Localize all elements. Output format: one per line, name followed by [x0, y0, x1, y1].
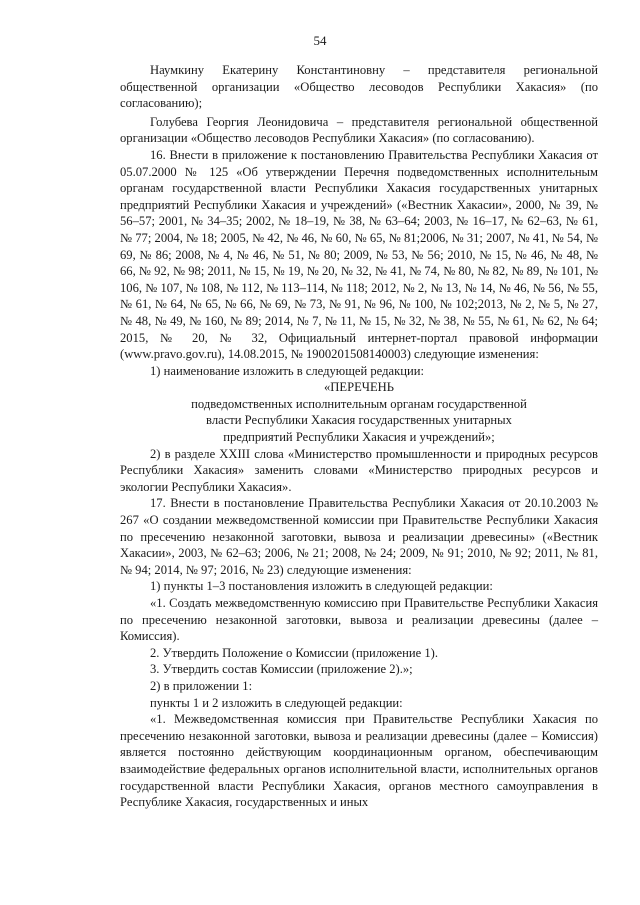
- document-body: [120, 62, 598, 811]
- paragraph-item-17: 17. Внести в постановление Правительства Республики Хакасия от 20.10.2003 № 267 «О создании межведомственной комиссии при Правительстве Республики Хакасия по пресечению незаконной заготовки, вывоза и реализации древесины» («Вестник Хакасии», 2003, № 62–63; 2006, № 21; 2008, № 24; 2009, № 91; 2010, № 92; 2011, № 81, № 94; 2014, № 97; 2016, № 23) следующие изменения:: [120, 496, 598, 577]
- paragraph-member-naumkina: Наумкину Екатерину Константиновну – представителя региональной общественной организации «Общество лесоводов Республики Хакасия» (по согласованию);: [120, 63, 598, 111]
- paragraph-member-golubev: Голубева Георгия Леонидовича – представителя региональной общественной организации «Общество лесоводов Республики Хакасия» (по согласованию).: [120, 114, 598, 146]
- paragraph-points-1-2: пункты 1 и 2 изложить в следующей редакции:: [150, 695, 403, 710]
- paragraph-item-16-sub-1: 1) наименование изложить в следующей редакции:: [150, 363, 424, 378]
- paragraph-item-17-sub-2: 2) в приложении 1:: [150, 678, 253, 693]
- paragraph-commission-definition: «1. Межведомственная комиссия при Правительстве Республики Хакасия по пресечению незаконной заготовки, вывоза и реализации древесины (далее – Комиссия) является постоянно действующим координационным органом, обеспечивающим взаимодействие федеральных органов исполнительной власти, исполнительных органов государственной власти Республики Хакасия, органов местного самоуправления в Республике Хакасия, государственных и иных: [120, 712, 598, 810]
- page-number: 54: [313, 33, 327, 48]
- paragraph-point-3: 3. Утвердить состав Комиссии (приложение 2).»;: [150, 662, 413, 677]
- list-title-line-1: подведомственных исполнительным органам государственной: [191, 396, 527, 411]
- paragraph-item-17-sub-1: 1) пункты 1–3 постановления изложить в следующей редакции:: [150, 579, 493, 594]
- paragraph-point-2: 2. Утвердить Положение о Комиссии (приложение 1).: [150, 645, 438, 660]
- paragraph-item-16: 16. Внести в приложение к постановлению Правительства Республики Хакасия от 05.07.2000 № 125 «Об утверждении Перечня подведомственных исполнительным органам государственной власти Республики Хакасия государственных унитарных предприятий Республики Хакасия и учреждений» («Вестник Хакасии», 2000, № 39, № 56–57; 2001, № 34–35; 2002, № 18–19, № 38, № 63–64; 2003, № 16–17, № 62–63, № 61, № 77; 2004, № 18; 2005, № 42, № 46, № 60, № 65, № 81;2006, № 31; 2007, № 41, № 54, № 69, № 86; 2008, № 4, № 46, № 51, № 80; 2009, № 53, № 56; 2010, № 15, № 46, № 48, № 66, № 92, № 98; 2011, № 15, № 19, № 20, № 32, № 41, № 74, № 80, № 82, № 89, № 101, № 106, № 107, № 108, № 112, № 113–114, № 118; 2012, № 2, № 13, № 14, № 46, № 56, № 55, № 61, № 64, № 65, № 66, № 69, № 73, № 91, № 96, № 100, № 102;2013, № 2, № 5, № 27, № 48, № 49, № 160, № 89; 2014, № 7, № 11, № 15, № 32, № 38, № 55, № 61, № 62, № 64; 2015, № 20, № 32, Официальный интернет-портал правовой информации (www.pravo.gov.ru), 14.08.2015, № 1900201508140003) следующие изменения:: [120, 147, 598, 362]
- list-title-heading: «ПЕРЕЧЕНЬ: [324, 380, 394, 395]
- paragraph-point-1: «1. Создать межведомственную комиссию при Правительстве Республики Хакасия по пресечению незаконной заготовки, вывоза и реализации древесины (далее – Комиссия).: [120, 596, 598, 644]
- list-title-line-2: власти Республики Хакасия государственных унитарных: [206, 413, 512, 428]
- list-title-line-3: предприятий Республики Хакасия и учреждений»;: [223, 430, 495, 445]
- paragraph-item-16-sub-2: 2) в разделе XXIII слова «Министерство промышленности и природных ресурсов Республики Хакасия» заменить словами «Министерство природных ресурсов и экологии Республики Хакасия».: [120, 446, 598, 494]
